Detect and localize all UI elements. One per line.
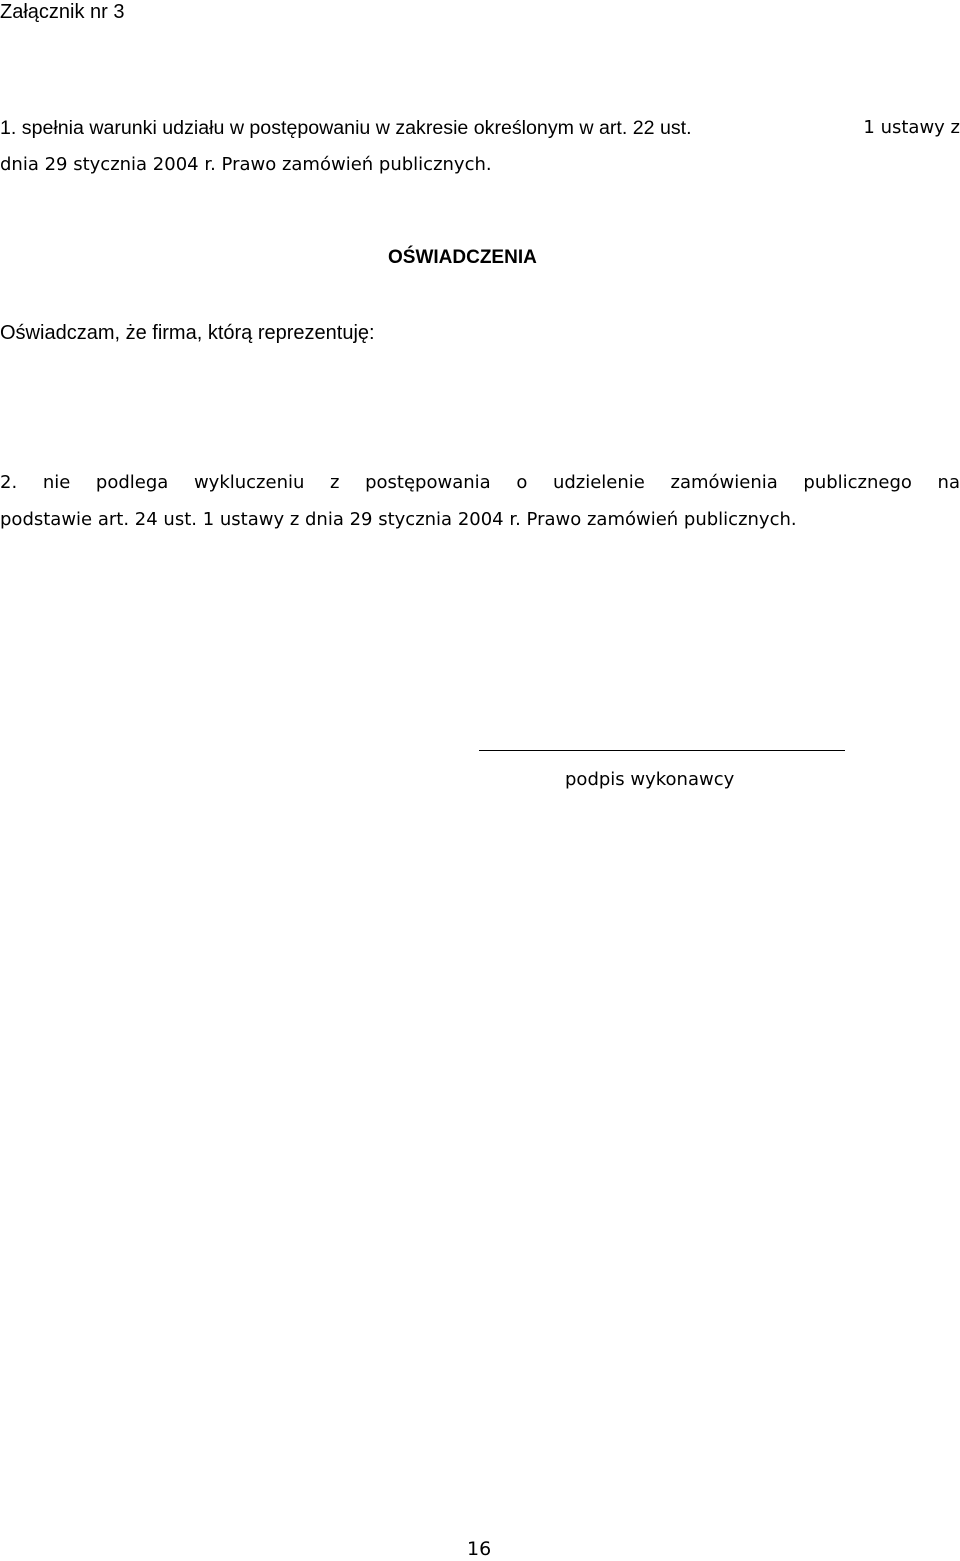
intro-text: Oświadczam, że firma, którą reprezentuję: bbox=[0, 322, 375, 344]
item2-word: wykluczeniu bbox=[193, 472, 305, 493]
item2-word: publicznego bbox=[803, 472, 912, 493]
item2-word: podlega bbox=[95, 472, 169, 493]
item1-line1-part1: 1. spełnia warunki udziału w postępowaniu w zakresie określonym w art. 22 ust. bbox=[0, 117, 692, 139]
item2-word: nie bbox=[42, 472, 71, 493]
item1-line2: dnia 29 stycznia 2004 r. Prawo zamówień publicznych. bbox=[0, 154, 492, 175]
document-title: OŚWIADCZENIA bbox=[388, 247, 537, 268]
signature-line bbox=[479, 750, 845, 751]
item2-word: udzielenie bbox=[552, 472, 645, 493]
attachment-label: Załącznik nr 3 bbox=[0, 1, 125, 23]
item2-line2: podstawie art. 24 ust. 1 ustawy z dnia 29 stycznia 2004 r. Prawo zamówień publicznych. bbox=[0, 509, 797, 530]
page-number: 16 bbox=[467, 1538, 492, 1560]
item2-word: o bbox=[516, 472, 528, 493]
item1-line1 bbox=[0, 116, 960, 140]
item2-word: 2. bbox=[0, 472, 18, 493]
item2-word: zamówienia bbox=[670, 472, 778, 493]
item2-word: z bbox=[330, 472, 340, 493]
item2-word: postępowania bbox=[365, 472, 491, 493]
item1-line1-part2: 1 ustawy z bbox=[863, 117, 960, 138]
item2-word: na bbox=[937, 472, 960, 493]
signature-label: podpis wykonawcy bbox=[565, 769, 735, 790]
item2-line1 bbox=[0, 471, 960, 495]
